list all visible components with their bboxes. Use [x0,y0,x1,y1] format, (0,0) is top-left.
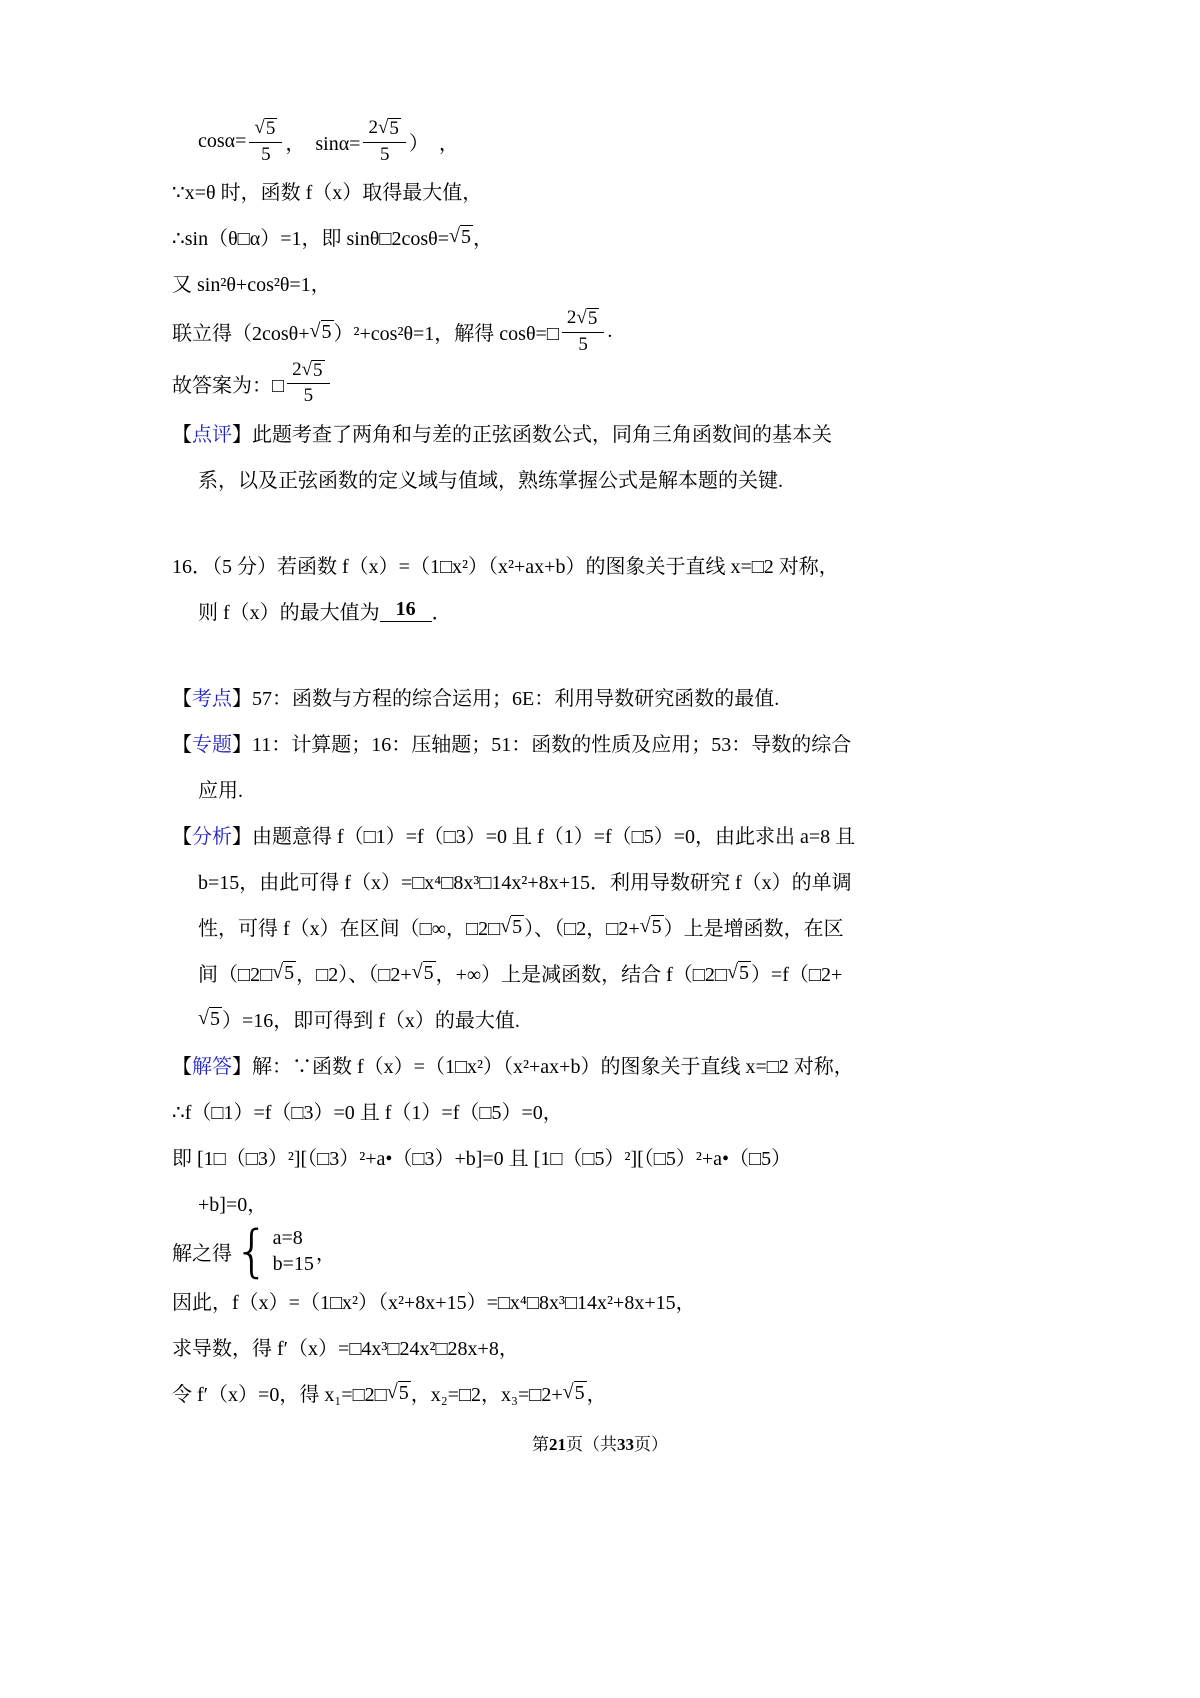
sqrt-radical [198,1007,222,1030]
fraction-numerator [287,360,329,385]
text-run: ，□2）、（□2+ [296,963,412,986]
fraction [287,360,329,408]
text-run: ， [315,1242,336,1265]
text-line [172,1277,1140,1323]
text-run: ） ， [408,133,459,156]
text-run: cosα= [198,130,247,153]
text-run: ，x₂=□2，x₃=□2+ [410,1383,563,1406]
radical-sign: √ [726,960,738,983]
sqrt-radical [500,915,524,938]
answer-blank: 16 [380,598,432,622]
text-run: 】解：∵函数 f（x）=（1□x²）（x²+ax+b）的图象关于直线 x=□2 对称， [232,1055,854,1078]
text-run: 性，可得 f（x）在区间（□∞，□2□ [198,917,501,940]
text-run: 解之得 [172,1242,232,1265]
radical-sign: √ [411,960,423,983]
text-run: 【 [172,1055,192,1078]
text-run: ）、（□2，□2+ [524,917,640,940]
text-line [172,306,1140,358]
text-run: 故答案为：□ [172,374,285,397]
text-line [172,1369,1140,1415]
text-line [172,1218,1140,1284]
text-line [172,260,1140,306]
radical-sign: √ [562,1380,574,1403]
radicand: 5 [209,1007,220,1030]
radical-sign: √ [639,914,651,937]
sqrt-radical [576,308,599,330]
section-label: 分析 [192,825,232,848]
text-run: ． [431,601,452,624]
text-run: 【 [172,687,192,710]
radicand: 5 [321,321,332,344]
text-line [172,358,1140,410]
section-label: 专题 [192,733,232,756]
text-run: 间（□2□ [198,963,273,986]
sqrt-radical [387,1381,411,1404]
equation-row: a=8 [272,1227,303,1250]
numerator-coefficient: 2 [292,358,302,380]
sqrt-radical [302,360,325,382]
text-run: 令 f′（x）=0，得 x₁=□2□ [172,1383,387,1406]
equation-system [234,1218,314,1284]
text-run: 【 [172,825,192,848]
fraction-denominator: 5 [379,143,390,165]
text-line [172,587,1140,633]
radical-sign: √ [377,117,389,138]
radicand: 5 [313,359,323,381]
text-run: ）²+cos²θ=1，解得 cosθ=□ [333,323,559,346]
radicand: 5 [423,961,434,984]
page-number: 21 [549,1435,566,1454]
radicand: 5 [651,915,662,938]
text-line [172,455,1140,501]
fraction-numerator [562,308,604,333]
sqrt-radical [254,118,277,140]
text-run: 应用. [198,779,243,802]
radical-sign: √ [198,1006,209,1029]
section-label: 考点 [192,687,232,710]
left-brace: { [234,1218,270,1284]
text-run: ， [473,228,493,251]
sqrt-radical [449,225,473,248]
text-line [172,541,1140,587]
section-label: 解答 [192,1055,232,1078]
text-line [172,673,1140,719]
radicand: 5 [461,226,471,249]
text-line [172,949,1140,995]
text-line [172,1041,1140,1087]
text-run: ）=f（□2+ [750,963,843,986]
equation-row: b=15 [272,1253,314,1276]
footer-text: 页（共 [566,1435,617,1454]
equation-system-rows [273,1225,314,1277]
text-run: ）=16，即可得到 f（x）的最大值. [221,1009,520,1032]
text-run: 】由题意得 f（□1）=f（□3）=0 且 f（1）=f（□5）=0，由此求出 a=8 且 [232,825,856,848]
text-line [172,1323,1140,1369]
text-run: . [607,320,613,343]
text-run: ， [586,1383,607,1406]
text-line [172,409,1140,455]
numerator-coefficient: 2 [368,117,378,138]
footer-text: 页） [634,1435,668,1454]
radical-sign: √ [301,358,313,380]
radical-sign: √ [309,320,321,343]
blank-line [172,501,1140,541]
sqrt-radical [563,1381,587,1404]
text-run: 求导数，得 f′（x）=□4x³□24x²□28x+8， [172,1337,519,1360]
text-run: ， sinα= [285,133,361,156]
text-line [172,1087,1140,1133]
text-line [172,168,1140,214]
text-run: 联立得（2cosθ+ [172,323,310,346]
radicand: 5 [284,961,295,984]
radicand: 5 [587,307,598,329]
fraction-denominator: 5 [578,333,588,355]
text-line [172,995,1140,1041]
sqrt-radical [727,961,751,984]
text-run: ∴sin（θ□α）=1，即 sinθ□2cosθ= [172,228,450,251]
text-run: 16．（5 分）若函数 f（x）=（1□x²）（x²+ax+b）的图象关于直线 x=□2 对称， [172,555,839,578]
fraction-denominator: 5 [303,385,314,407]
text-line [172,116,1140,168]
text-line [172,765,1140,811]
radicand: 5 [398,1381,409,1404]
text-run: ∵x=θ 时，函数 f（x）取得最大值， [172,182,483,205]
radicand: 5 [512,915,523,938]
blank-line [172,633,1140,673]
text-run: 则 f（x）的最大值为 [198,601,380,624]
text-line [172,1133,1140,1179]
text-run: 系，以及正弦函数的定义域与值域，熟练掌握公式是解本题的关键. [198,469,783,492]
text-run: 】57：函数与方程的综合运用；6E：利用导数研究函数的最值. [232,687,780,710]
sqrt-radical [310,320,334,343]
text-run: 】此题考查了两角和与差的正弦函数公式，同角三角函数间的基本关 [232,423,832,446]
section-label: 点评 [192,423,232,446]
text-run: 因此，f（x）=（1□x²）（x²+8x+15）=□x⁴□8x³□14x²+8x+15， [172,1291,696,1314]
text-line [172,857,1140,903]
total-pages: 33 [617,1435,634,1454]
radicand: 5 [389,118,399,139]
sqrt-radical [640,915,664,938]
page-footer [0,1430,1200,1455]
text-line [172,719,1140,765]
text-run: +b]=0， [198,1193,268,1216]
text-line [172,214,1140,260]
fraction [363,118,405,166]
numerator-coefficient: 2 [566,306,577,328]
radicand: 5 [738,961,749,984]
radical-sign: √ [576,306,587,328]
sqrt-radical [412,961,436,984]
radical-sign: √ [449,225,460,248]
sqrt-radical [272,961,296,984]
radical-sign: √ [254,117,265,138]
sqrt-radical [378,118,401,140]
footer-text: 第 [532,1435,549,1454]
radicand: 5 [574,1381,585,1404]
text-run: 【 [172,423,192,446]
radical-sign: √ [272,960,284,983]
text-line [172,903,1140,949]
fraction-denominator: 5 [261,143,271,165]
radical-sign: √ [386,1380,398,1403]
fraction-numerator [249,118,282,143]
text-run: 】11：计算题；16：压轴题；51：函数的性质及应用；53：导数的综合 [232,733,852,756]
text-run: b=15，由此可得 f（x）=□x⁴□8x³□14x²+8x+15．利用导数研究 f（x）的单调 [198,871,852,894]
text-run: 又 sin²θ+cos²θ=1， [172,274,331,297]
text-run: 即 [1□（□3）²][（□3）²+a•（□3）+b]=0 且 [1□（□5）²][（□5）²+a•（□5） [172,1147,792,1170]
text-run: ，+∞）上是减函数，结合 f（□2□ [435,963,727,986]
radical-sign: √ [500,914,512,937]
fraction-numerator [363,118,405,143]
text-run: ∴f（□1）=f（□3）=0 且 f（1）=f（□5）=0， [172,1101,563,1124]
fraction [249,118,282,166]
radicand: 5 [265,118,276,139]
text-run: ）上是增函数，在区 [663,917,844,940]
text-line [172,811,1140,857]
text-line [172,1179,1140,1225]
fraction [562,308,604,356]
text-run: 【 [172,733,192,756]
